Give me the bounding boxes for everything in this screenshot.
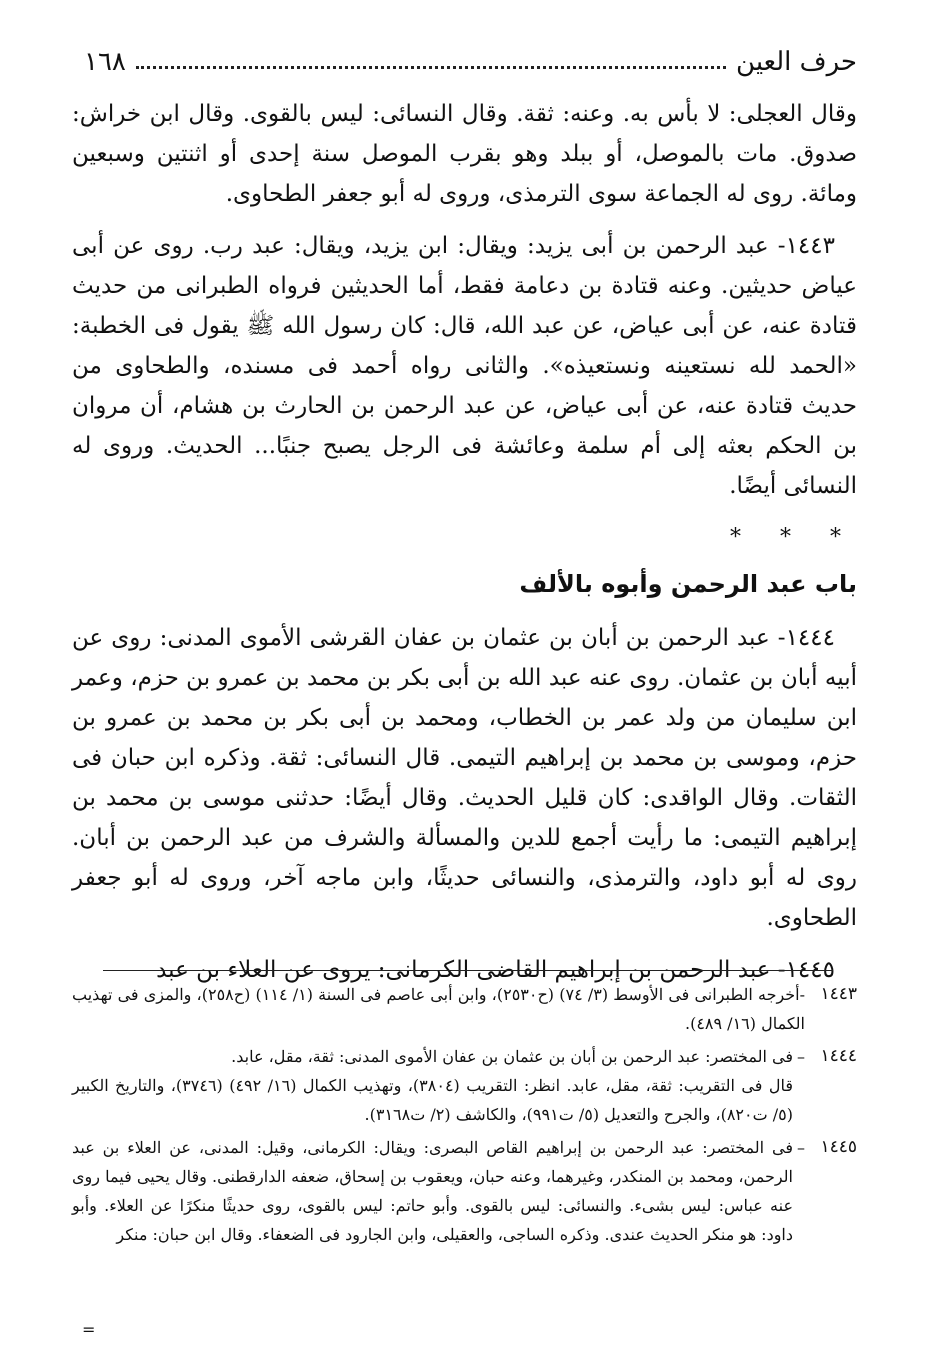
header-leader-dots <box>136 66 726 69</box>
footnote-1443 <box>72 980 857 1038</box>
entry-1443: ١٤٤٣- عبد الرحمن بن أبى يزيد: ويقال: ابن يزيد، ويقال: عبد رب. روى عن أبى عياض حديثين. وعنه قتادة بن دعامة فقط، أما الحديثين فرواه الطبرانى من حديث قتادة عنه، عن أبى عياض، عن عبد الله، قال: كان رسول الله ﷺ يقول فى الخطبة: «الحمد لله نستعينه ونستعيذه». والثانى رواه أحمد فى مسنده، والطحاوى من حديث قتادة عنه، عن أبى عياض، عن عبد الرحمن بن الحارث بن هشام، أن مروان بن الحكم بعثه إلى أم سلمة وعائشة فى الرجل يصبح جنبًا... الحديث. وروى له النسائى أيضًا. <box>72 233 857 499</box>
chapter-title: حرف العين <box>736 47 857 77</box>
continuation-mark: = <box>82 1320 96 1339</box>
entry-1444: ١٤٤٤- عبد الرحمن بن أبان بن عثمان بن عفان القرشى الأموى المدنى: روى عن أبيه أبان بن عثمان. روى عنه عبد الله بن أبى بكر بن محمد بن عمرو بن حزم، وعمر ابن سليمان من ولد عمر بن الخطاب، ومحمد بن أبى بكر بن محمد بن عمرو بن حزم، وموسى بن محمد بن إبراهيم التيمى. قال النسائى: ثقة. وذكره ابن حبان فى الثقات. وقال الواقدى: كان قليل الحديث. وقال أيضًا: حدثنى موسى بن محمد بن إبراهيم التيمى: ما رأيت أجمع للدين والمسألة والشرف من عبد الرحمن بن أبان. روى له أبو داود، والترمذى، والنسائى حديثًا، وابن ماجه آخر، وروى له أبو جعفر الطحاوى. <box>72 625 857 931</box>
footnote-text: فى المختصر: عبد الرحمن بن إبراهيم القاص البصرى: ويقال: الكرمانى، وقيل: المدنى، عن العلاء بن عبد الرحمن، ومحمد بن المنكدر، وغيرهما، وعنه حبان، ويعقوب بن إسحاق، ضعفه الدارقطنى. وقال يحيى فيما روى عنه عباس: ليس بشىء. والنسائى: ليس بالقوى. وأبو حاتم: ليس بالقوى، روى حديثًا منكرًا عن العلاء. وأبو داود: هو منكر الحديث عندى. وذكره الساجى، والعقيلى، وابن الجارود فى الضعفاء. وقال ابن حبان: منكر <box>72 1138 794 1244</box>
footnote-1444: ١٤٤٤ – فى المختصر: عبد الرحمن بن أبان بن عثمان بن عفان الأموى المدنى: ثقة، مقل، عابد. قال فى التقريب: ثقة، مقل، عابد. انظر: التقريب (٣٨٠٤)، وتهذيب الكمال (١٦/ ٤٩٢) (٣٧٤٦)، والتاريخ الكبير (٥/ ت٨٢٠)، والجرح والتعديل (٥/ ت٩٩١)، والكاشف (٢/ ت٣١٦٨). <box>72 1042 857 1129</box>
footnote-divider <box>103 970 833 971</box>
footnote-number: ١٤٤٣ <box>820 984 857 1004</box>
section-heading: باب عبد الرحمن وأبوه بالألف <box>519 570 857 598</box>
entry-1445: ١٤٤٥- عبد الرحمن بن إبراهيم القاضى الكرمانى: يروى عن العلاء بن عبد <box>156 957 835 983</box>
page-number: ١٦٨ <box>84 47 126 77</box>
page-header <box>70 42 857 82</box>
main-text <box>72 94 857 1002</box>
section-separator: * * * <box>730 525 857 550</box>
footnote-text: -أخرجه الطبرانى فى الأوسط (٣/ ٧٤) (ح٢٥٣٠)، وابن أبى عاصم فى السنة (١/ ١١٤) (ح٢٥٨)، والمزى فى تهذيب الكمال (١٦/ ٤٨٩). <box>72 985 806 1033</box>
footnote-text: قال فى التقريب: ثقة، مقل، عابد. انظر: التقريب (٣٨٠٤)، وتهذيب الكمال (١٦/ ٤٩٢) (٣٧٤٦)، والتاريخ الكبير (٥/ ت٨٢٠)، والجرح والتعديل (٥/ ت٩٩١)، والكاشف (٢/ ت٣١٦٨). <box>72 1076 793 1124</box>
footnotes <box>72 980 857 1253</box>
footnote-number: ١٤٤٥ <box>820 1137 857 1157</box>
paragraph-continuation: وقال العجلى: لا بأس به. وعنه: ثقة. وقال النسائى: ليس بالقوى. وقال ابن خراش: صدوق. مات بالموصل، أو ببلد وهو بقرب الموصل سنة إحدى أو اثنتين وسبعين ومائة. روى له الجماعة سوى الترمذى، وروى له أبو جعفر الطحاوى. <box>72 101 857 207</box>
footnote-number: ١٤٤٤ <box>820 1046 857 1066</box>
footnote-1445: ١٤٤٥ – فى المختصر: عبد الرحمن بن إبراهيم القاص البصرى: ويقال: الكرمانى، وقيل: المدنى، عن العلاء بن عبد الرحمن، ومحمد بن المنكدر، وغيرهما، وعنه حبان، ويعقوب بن إسحاق، ضعفه الدارقطنى. وقال يحيى فيما روى عنه عباس: ليس بشىء. والنسائى: ليس بالقوى. وأبو حاتم: ليس بالقوى، روى حديثًا منكرًا عن العلاء. وأبو داود: هو منكر الحديث عندى. وذكره الساجى، والعقيلى، وابن الجارود فى الضعفاء. وقال ابن حبان: منكر <box>72 1133 857 1249</box>
footnote-text: فى المختصر: عبد الرحمن بن أبان بن عثمان بن عفان الأموى المدنى: ثقة، مقل، عابد. <box>231 1047 793 1066</box>
